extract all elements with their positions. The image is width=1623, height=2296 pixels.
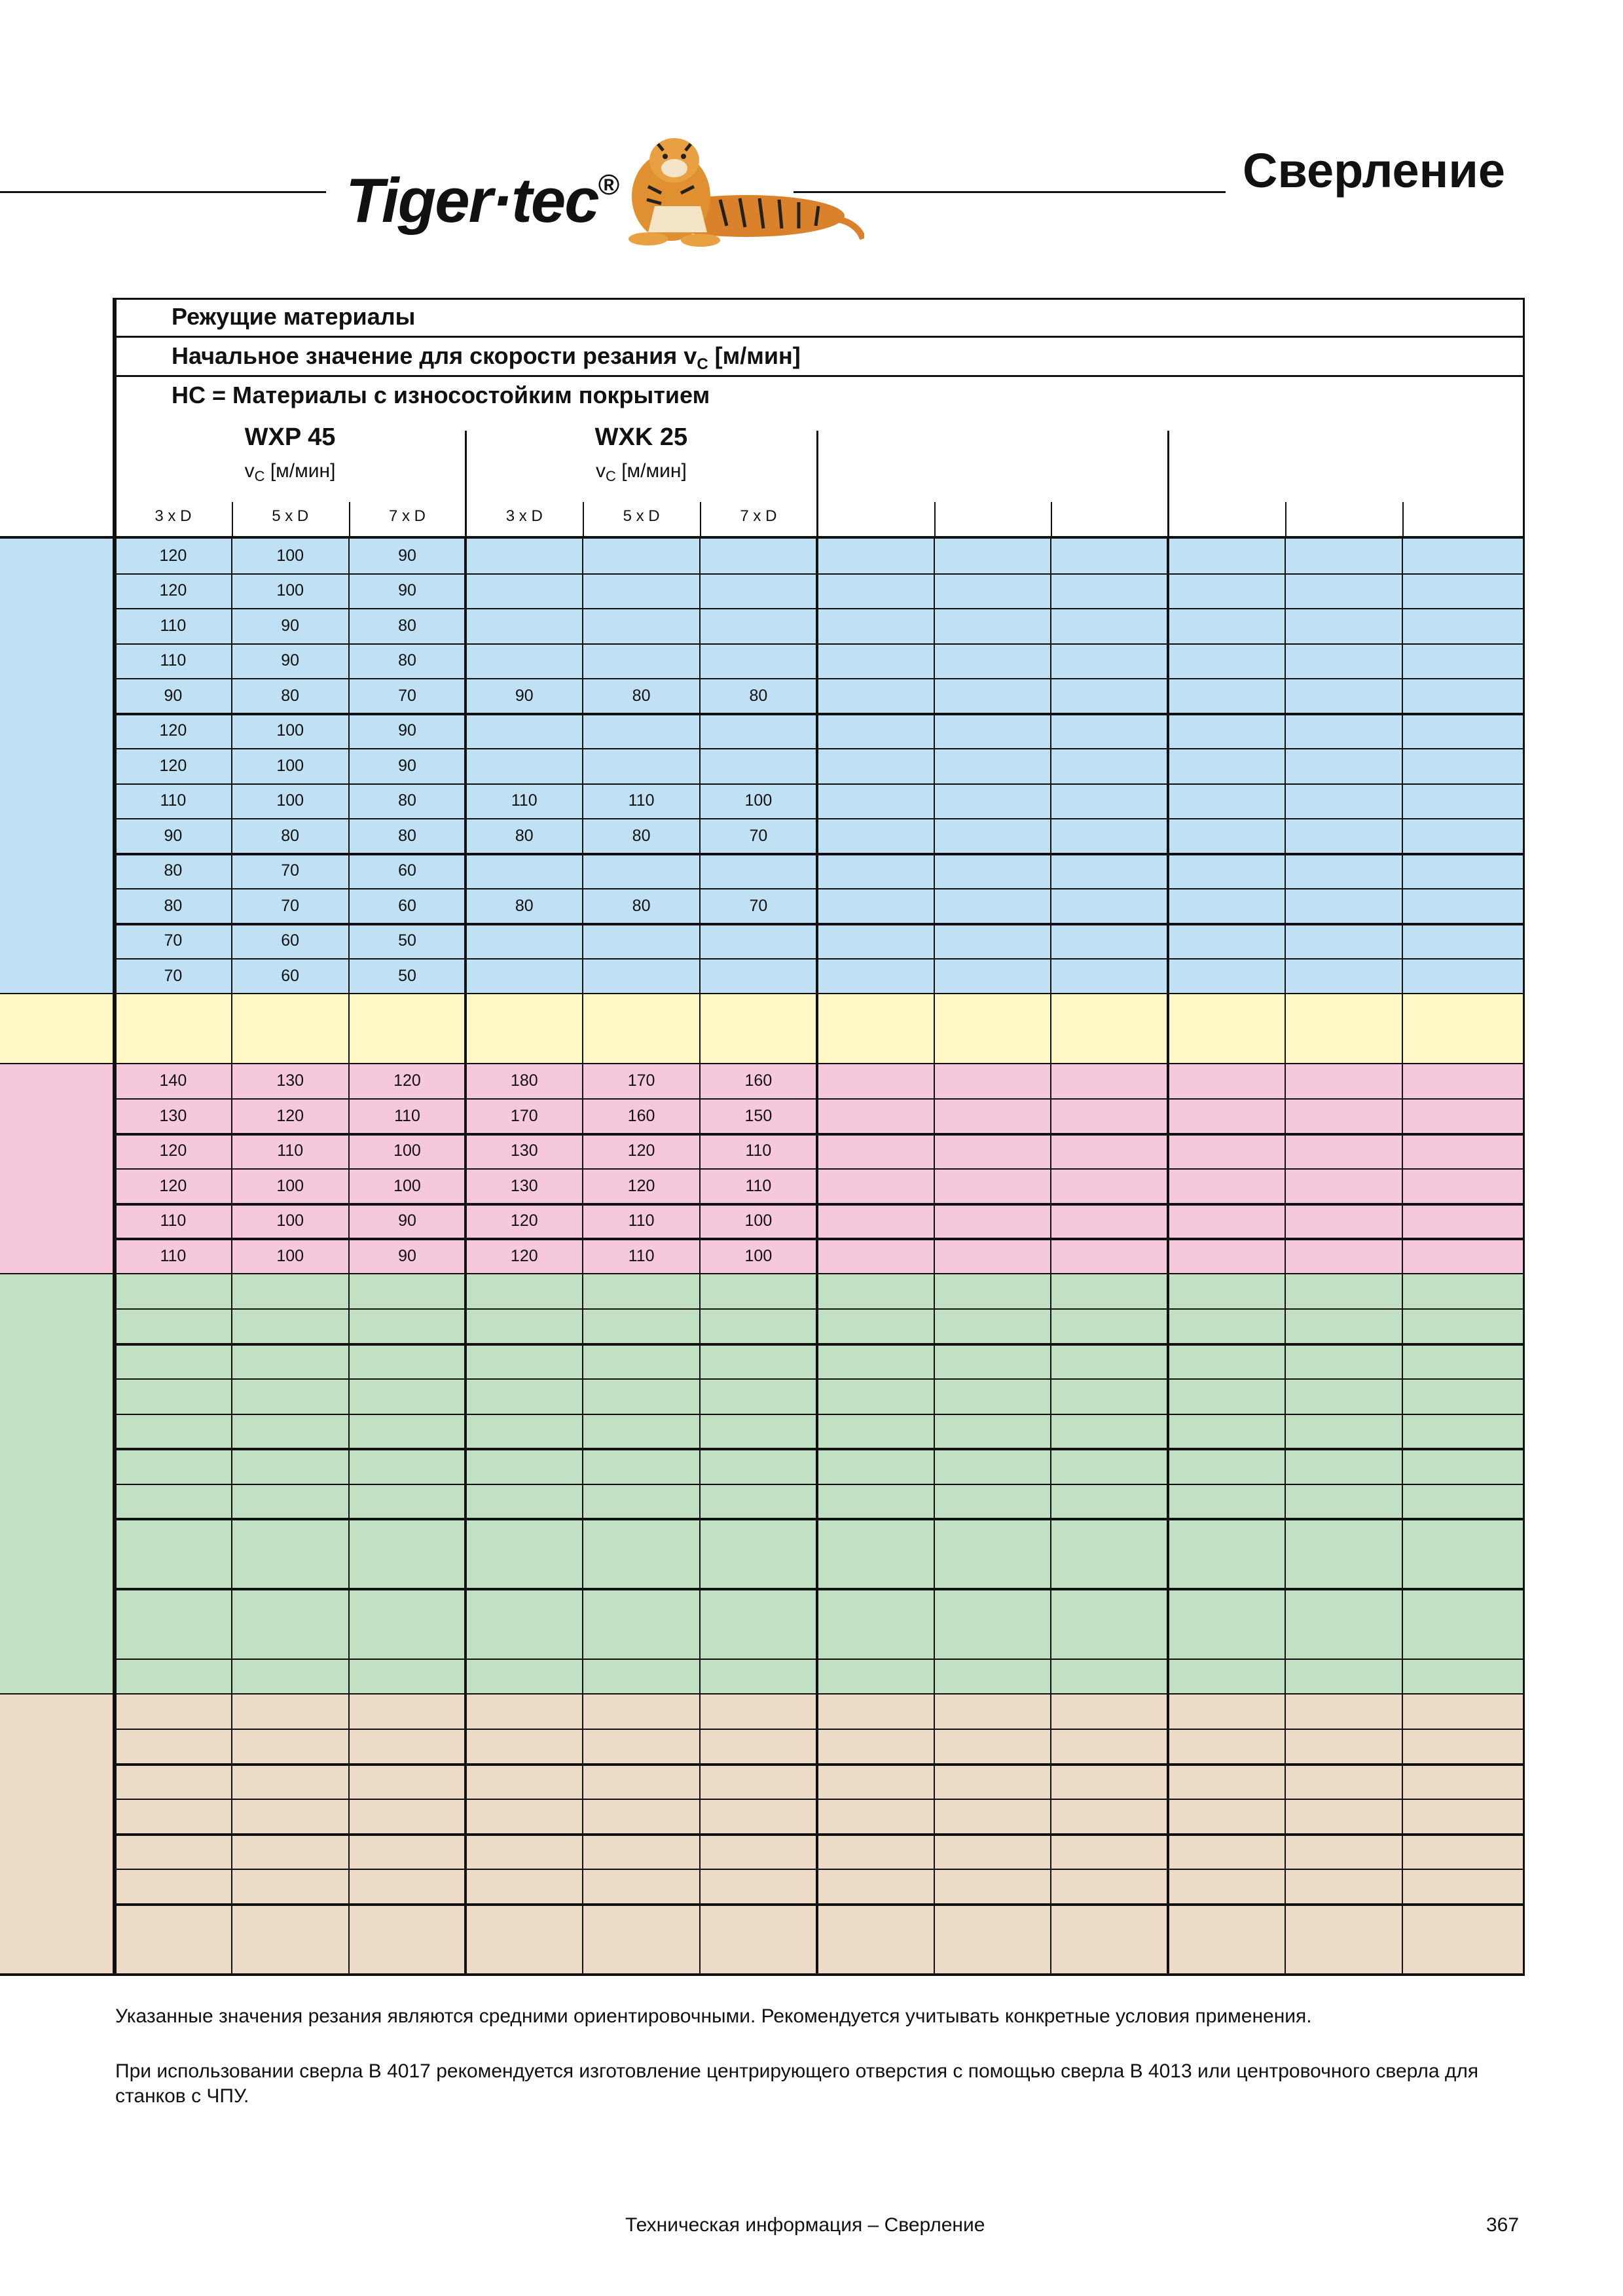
page-title: Сверление <box>1243 143 1506 198</box>
left-thick-divider <box>113 298 117 1975</box>
row-divider <box>115 608 1525 609</box>
table-header-row-3 <box>172 382 710 409</box>
table-cell: 120 <box>159 1141 187 1160</box>
table-cell: 80 <box>398 826 416 845</box>
table-cell: 110 <box>745 1141 772 1160</box>
material-group-name: WXP 45 <box>244 423 336 451</box>
table-cell: 80 <box>398 651 416 670</box>
header-row-tail: [м/мин] <box>708 342 801 369</box>
column-header: 7 x D <box>388 507 426 525</box>
table-cell: 130 <box>159 1106 187 1125</box>
row-divider <box>115 1308 1525 1310</box>
row-divider <box>115 783 1525 785</box>
header-row-text: HC = Материалы с износостойким покрытием <box>172 382 710 408</box>
row-divider-thick <box>115 713 1525 715</box>
table-cell: 70 <box>398 686 416 705</box>
table-cell: 110 <box>628 791 655 810</box>
row-divider-thick <box>115 1203 1525 1206</box>
table-cell: 80 <box>398 616 416 635</box>
column-line <box>699 539 701 1975</box>
table-cell: 110 <box>160 791 187 810</box>
table-cell: 90 <box>398 1246 416 1265</box>
table-cell: 90 <box>398 1211 416 1230</box>
unit-suffix: [м/мин] <box>615 460 687 482</box>
table-cell: 80 <box>632 686 651 705</box>
row-divider <box>115 1484 1525 1485</box>
column-header: 3 x D <box>505 507 543 525</box>
row-divider <box>115 1378 1525 1380</box>
table-cell: 90 <box>398 581 416 600</box>
table-cell: 100 <box>276 721 304 740</box>
body-border-right <box>1523 539 1525 1975</box>
row-divider-thick <box>115 1518 1525 1520</box>
header-rule-right <box>793 191 1226 193</box>
table-cell: 90 <box>281 616 300 635</box>
header-row-subscript: C <box>697 355 708 373</box>
subcolumn-divider <box>934 502 936 539</box>
table-cell: 120 <box>159 756 187 775</box>
table-cell: 110 <box>628 1211 655 1230</box>
column-line <box>348 539 350 1975</box>
column-line <box>1402 539 1403 1975</box>
row-divider <box>115 888 1525 889</box>
material-group-unit <box>115 460 465 485</box>
table-cell: 170 <box>510 1106 538 1125</box>
table-cell: 110 <box>394 1106 420 1125</box>
table-cell: 130 <box>276 1071 304 1090</box>
table-cell: 100 <box>276 1246 304 1265</box>
subcolumn-divider <box>1051 502 1052 539</box>
table-cell: 80 <box>281 826 300 845</box>
table-cell: 90 <box>398 546 416 565</box>
table-cell: 70 <box>281 896 300 915</box>
table-cell: 90 <box>164 826 183 845</box>
table-cell: 80 <box>164 896 183 915</box>
brand-name: Tiger·tec <box>346 166 598 236</box>
column-line <box>1285 539 1286 1975</box>
group-divider <box>465 431 467 539</box>
header-rule-left <box>0 191 326 193</box>
subcolumn-divider <box>1285 502 1286 539</box>
note-average-values: Указанные значения резания являются средними ориентировочными. Рекомендуется учитывать конкретные условия применения. <box>115 2005 1312 2027</box>
table-cell: 120 <box>159 581 187 600</box>
header-border-2 <box>115 375 1525 377</box>
table-cell: 110 <box>160 1246 187 1265</box>
column-line <box>582 539 583 1975</box>
table-cell: 110 <box>160 616 187 635</box>
table-cell: 80 <box>515 826 534 845</box>
table-cell: 90 <box>398 756 416 775</box>
note-centering-hole: При использовании сверла B 4017 рекомендуется изготовление центрирующего отверстия с помощью сверла B 4013 или центровочного сверла для станков с ЧПУ. <box>115 2060 1479 2107</box>
unit-subscript: C <box>254 468 265 484</box>
row-divider <box>115 1414 1525 1415</box>
row-divider <box>115 1098 1525 1100</box>
table-cell: 120 <box>510 1246 538 1265</box>
group-divider <box>816 431 818 539</box>
table-cell: 100 <box>744 791 773 810</box>
row-divider-thick <box>115 923 1525 925</box>
row-divider <box>115 678 1525 679</box>
subcolumn-divider <box>1402 502 1404 539</box>
row-divider-thick <box>115 1833 1525 1836</box>
table-cell: 70 <box>281 861 300 880</box>
table-cell: 90 <box>281 651 300 670</box>
table-cell: 160 <box>627 1106 655 1125</box>
table-header-row-1 <box>172 303 415 331</box>
table-cell: 110 <box>277 1141 304 1160</box>
table-cell: 80 <box>632 826 651 845</box>
table-cell: 100 <box>276 581 304 600</box>
table-cell: 90 <box>164 686 183 705</box>
row-divider <box>115 1729 1525 1730</box>
table-cell: 120 <box>159 721 187 740</box>
table-cell: 60 <box>281 966 300 985</box>
row-divider-thick <box>115 1238 1525 1240</box>
column-line <box>1050 539 1051 1975</box>
table-cell: 60 <box>398 896 416 915</box>
table-cell: 110 <box>628 1246 655 1265</box>
column-header: 7 x D <box>740 507 777 525</box>
unit-symbol: v <box>244 460 255 482</box>
table-cell: 100 <box>276 1211 304 1230</box>
group-column-line <box>816 539 818 1975</box>
row-divider <box>115 958 1525 960</box>
row-divider <box>115 1799 1525 1800</box>
table-cell: 120 <box>393 1071 421 1090</box>
column-header: 3 x D <box>155 507 192 525</box>
table-cell: 80 <box>632 896 651 915</box>
row-divider <box>115 818 1525 819</box>
header-border-1 <box>115 336 1525 338</box>
subcolumn-divider <box>700 502 701 539</box>
table-cell: 100 <box>276 756 304 775</box>
table-cell: 60 <box>398 861 416 880</box>
table-cell: 110 <box>745 1176 772 1195</box>
page-number: 367 <box>1486 2214 1520 2236</box>
table-cell: 110 <box>160 651 187 670</box>
table-cell: 150 <box>744 1106 773 1125</box>
header-border-top <box>115 298 1525 300</box>
table-cell: 130 <box>510 1176 538 1195</box>
row-divider <box>115 1168 1525 1170</box>
material-group-unit <box>465 460 816 485</box>
tiger-icon <box>609 134 864 252</box>
table-cell: 60 <box>281 931 300 950</box>
row-divider-thick <box>115 1448 1525 1450</box>
table-cell: 70 <box>749 826 768 845</box>
table-cell: 120 <box>627 1141 655 1160</box>
table-cell: 80 <box>749 686 768 705</box>
table-cell: 80 <box>164 861 183 880</box>
column-line <box>934 539 935 1975</box>
table-cell: 120 <box>510 1211 538 1230</box>
table-cell: 100 <box>276 791 304 810</box>
row-divider <box>115 1659 1525 1660</box>
row-divider <box>115 643 1525 645</box>
table-cell: 100 <box>276 1176 304 1195</box>
row-divider-thick <box>115 1903 1525 1906</box>
group-column-line <box>464 539 467 1975</box>
table-cell: 120 <box>159 1176 187 1195</box>
section-M-background <box>0 994 1525 1064</box>
row-divider-thick <box>115 1133 1525 1136</box>
table-cell: 120 <box>159 546 187 565</box>
group-column-line <box>1167 539 1169 1975</box>
table-cell: 100 <box>393 1141 421 1160</box>
row-divider-thick <box>115 853 1525 855</box>
table-cell: 70 <box>749 896 768 915</box>
table-cell: 110 <box>160 1211 187 1230</box>
row-divider-thick <box>115 1588 1525 1590</box>
table-cell: 130 <box>510 1141 538 1160</box>
cutting-speed-table <box>0 298 1525 1984</box>
footer-section-title: Техническая информация – Сверление <box>625 2214 985 2236</box>
table-cell: 160 <box>744 1071 773 1090</box>
table-cell: 100 <box>276 546 304 565</box>
table-cell: 120 <box>276 1106 304 1125</box>
header-row-text: Режущие материалы <box>172 303 416 330</box>
subcolumn-divider <box>232 502 233 539</box>
section-divider <box>0 1973 1525 1976</box>
unit-symbol: v <box>595 460 606 482</box>
table-cell: 50 <box>398 931 416 950</box>
table-cell: 170 <box>627 1071 655 1090</box>
row-divider <box>115 1869 1525 1870</box>
row-divider-thick <box>115 1763 1525 1766</box>
table-header-row-2 <box>172 342 801 374</box>
subcolumn-divider <box>349 502 350 539</box>
table-cell: 90 <box>515 686 534 705</box>
row-divider <box>115 573 1525 575</box>
unit-suffix: [м/мин] <box>264 460 336 482</box>
table-cell: 120 <box>627 1176 655 1195</box>
brand-registered-mark: ® <box>598 169 619 201</box>
unit-subscript: C <box>605 468 616 484</box>
row-divider <box>115 748 1525 749</box>
subcolumn-divider <box>583 502 584 539</box>
table-cell: 90 <box>398 721 416 740</box>
material-group-name: WXK 25 <box>594 423 688 451</box>
group-divider <box>1167 431 1169 539</box>
column-header: 5 x D <box>272 507 309 525</box>
column-header: 5 x D <box>623 507 660 525</box>
table-cell: 100 <box>744 1211 773 1230</box>
table-cell: 70 <box>164 931 183 950</box>
table-cell: 50 <box>398 966 416 985</box>
table-cell: 70 <box>164 966 183 985</box>
table-cell: 100 <box>744 1246 773 1265</box>
row-divider-thick <box>115 1343 1525 1346</box>
column-line <box>231 539 232 1975</box>
table-cell: 180 <box>510 1071 538 1090</box>
brand-logo <box>346 165 618 237</box>
table-cell: 80 <box>515 896 534 915</box>
table-cell: 140 <box>159 1071 187 1090</box>
table-cell: 110 <box>511 791 538 810</box>
header-border-right <box>1523 298 1525 539</box>
table-cell: 100 <box>393 1176 421 1195</box>
table-cell: 80 <box>398 791 416 810</box>
header-row-text: Начальное значение для скорости резания v <box>172 342 697 369</box>
table-cell: 80 <box>281 686 300 705</box>
